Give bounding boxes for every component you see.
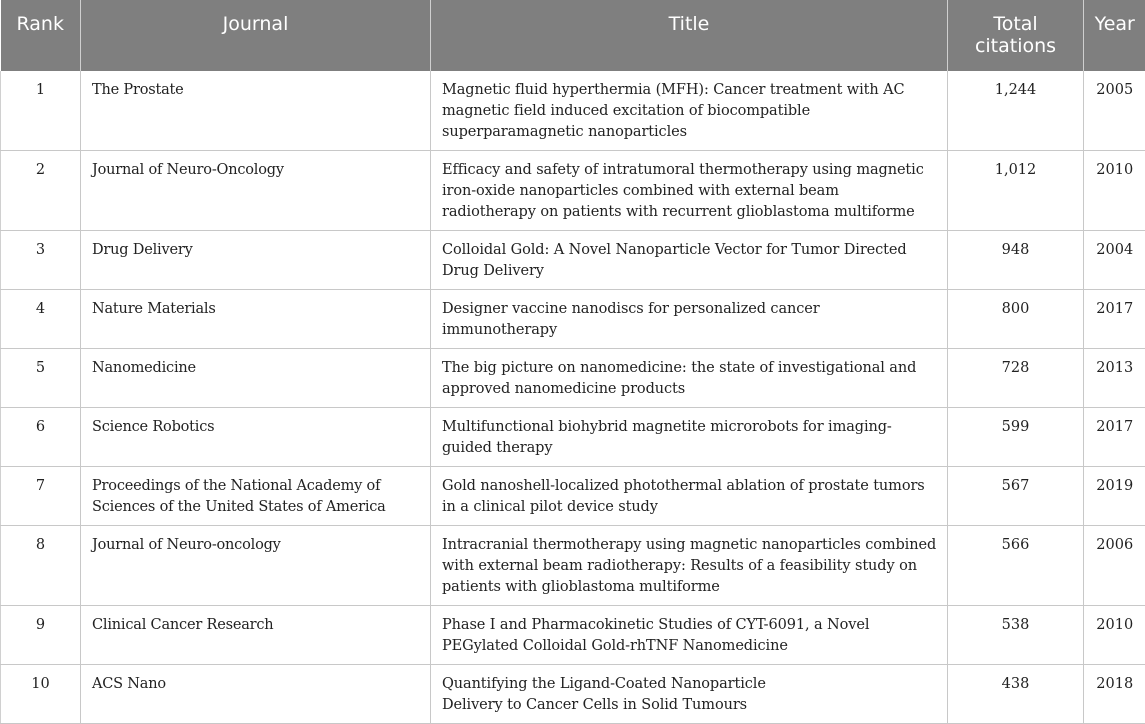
cell-rank: 1 bbox=[1, 71, 81, 151]
cell-year: 2004 bbox=[1084, 231, 1145, 290]
header-title: Title bbox=[431, 0, 948, 71]
cell-rank: 4 bbox=[1, 290, 81, 349]
cell-journal: Clinical Cancer Research bbox=[81, 606, 431, 665]
cell-rank: 8 bbox=[1, 526, 81, 606]
cell-rank: 10 bbox=[1, 665, 81, 724]
cell-citations: 538 bbox=[948, 606, 1084, 665]
cell-citations: 1,244 bbox=[948, 71, 1084, 151]
cell-citations: 438 bbox=[948, 665, 1084, 724]
table-body bbox=[1, 71, 1145, 724]
table-row bbox=[1, 290, 1145, 349]
header-rank: Rank bbox=[1, 0, 81, 71]
header-row bbox=[1, 0, 1145, 71]
cell-year: 2017 bbox=[1084, 290, 1145, 349]
cell-title: Multifunctional biohybrid magnetite microrobots for imaging-guided therapy bbox=[431, 408, 948, 467]
cell-title: Phase I and Pharmacokinetic Studies of CYT-6091, a Novel PEGylated Colloidal Gold-rhTNF Nanomedicine bbox=[431, 606, 948, 665]
cell-rank: 5 bbox=[1, 349, 81, 408]
table-header bbox=[1, 0, 1145, 71]
cell-journal: Science Robotics bbox=[81, 408, 431, 467]
cell-year: 2005 bbox=[1084, 71, 1145, 151]
cell-title: Gold nanoshell-localized photothermal ablation of prostate tumors in a clinical pilot device study bbox=[431, 467, 948, 526]
cell-rank: 3 bbox=[1, 231, 81, 290]
header-year: Year bbox=[1084, 0, 1145, 71]
cell-journal: Nature Materials bbox=[81, 290, 431, 349]
header-journal: Journal bbox=[81, 0, 431, 71]
cell-journal: Journal of Neuro-oncology bbox=[81, 526, 431, 606]
cell-year: 2017 bbox=[1084, 408, 1145, 467]
table-row bbox=[1, 71, 1145, 151]
cell-rank: 7 bbox=[1, 467, 81, 526]
cell-citations: 567 bbox=[948, 467, 1084, 526]
header-citations-line2: citations bbox=[975, 35, 1056, 57]
table-row bbox=[1, 665, 1145, 724]
table-row bbox=[1, 408, 1145, 467]
table-row bbox=[1, 349, 1145, 408]
table-row bbox=[1, 467, 1145, 526]
table-row bbox=[1, 606, 1145, 665]
cell-journal: The Prostate bbox=[81, 71, 431, 151]
cell-citations: 566 bbox=[948, 526, 1084, 606]
header-citations-line1: Total bbox=[993, 13, 1037, 35]
cell-year: 2006 bbox=[1084, 526, 1145, 606]
cell-citations: 599 bbox=[948, 408, 1084, 467]
cell-year: 2010 bbox=[1084, 151, 1145, 231]
cell-title: Magnetic fluid hyperthermia (MFH): Cancer treatment with AC magnetic field induced excitation of biocompatible superparamagnetic nanoparticles bbox=[431, 71, 948, 151]
cell-title bbox=[431, 665, 948, 724]
cell-journal: Journal of Neuro-Oncology bbox=[81, 151, 431, 231]
cell-rank: 2 bbox=[1, 151, 81, 231]
cell-journal: Nanomedicine bbox=[81, 349, 431, 408]
cell-year: 2018 bbox=[1084, 665, 1145, 724]
cell-citations: 800 bbox=[948, 290, 1084, 349]
table-row bbox=[1, 231, 1145, 290]
cell-journal: ACS Nano bbox=[81, 665, 431, 724]
cell-title: Efficacy and safety of intratumoral thermotherapy using magnetic iron-oxide nanoparticles combined with external beam radiotherapy on patients with recurrent glioblastoma multiforme bbox=[431, 151, 948, 231]
cell-title-line1: Quantifying the Ligand-Coated Nanoparticle bbox=[442, 676, 766, 692]
header-total-citations bbox=[948, 0, 1084, 71]
cell-citations: 1,012 bbox=[948, 151, 1084, 231]
table-row bbox=[1, 151, 1145, 231]
cell-title: The big picture on nanomedicine: the state of investigational and approved nanomedicine products bbox=[431, 349, 948, 408]
cell-rank: 6 bbox=[1, 408, 81, 467]
cell-journal: Proceedings of the National Academy of Sciences of the United States of America bbox=[81, 467, 431, 526]
cell-journal: Drug Delivery bbox=[81, 231, 431, 290]
cell-title: Designer vaccine nanodiscs for personalized cancer immunotherapy bbox=[431, 290, 948, 349]
cell-year: 2010 bbox=[1084, 606, 1145, 665]
cell-title: Colloidal Gold: A Novel Nanoparticle Vector for Tumor Directed Drug Delivery bbox=[431, 231, 948, 290]
table-row bbox=[1, 526, 1145, 606]
cell-title-line2: Delivery to Cancer Cells in Solid Tumours bbox=[442, 697, 747, 713]
cell-title: Intracranial thermotherapy using magnetic nanoparticles combined with external beam radiotherapy: Results of a feasibility study on patients with glioblastoma multiforme bbox=[431, 526, 948, 606]
cell-citations: 728 bbox=[948, 349, 1084, 408]
cell-year: 2019 bbox=[1084, 467, 1145, 526]
cell-rank: 9 bbox=[1, 606, 81, 665]
cell-citations: 948 bbox=[948, 231, 1084, 290]
cell-year: 2013 bbox=[1084, 349, 1145, 408]
